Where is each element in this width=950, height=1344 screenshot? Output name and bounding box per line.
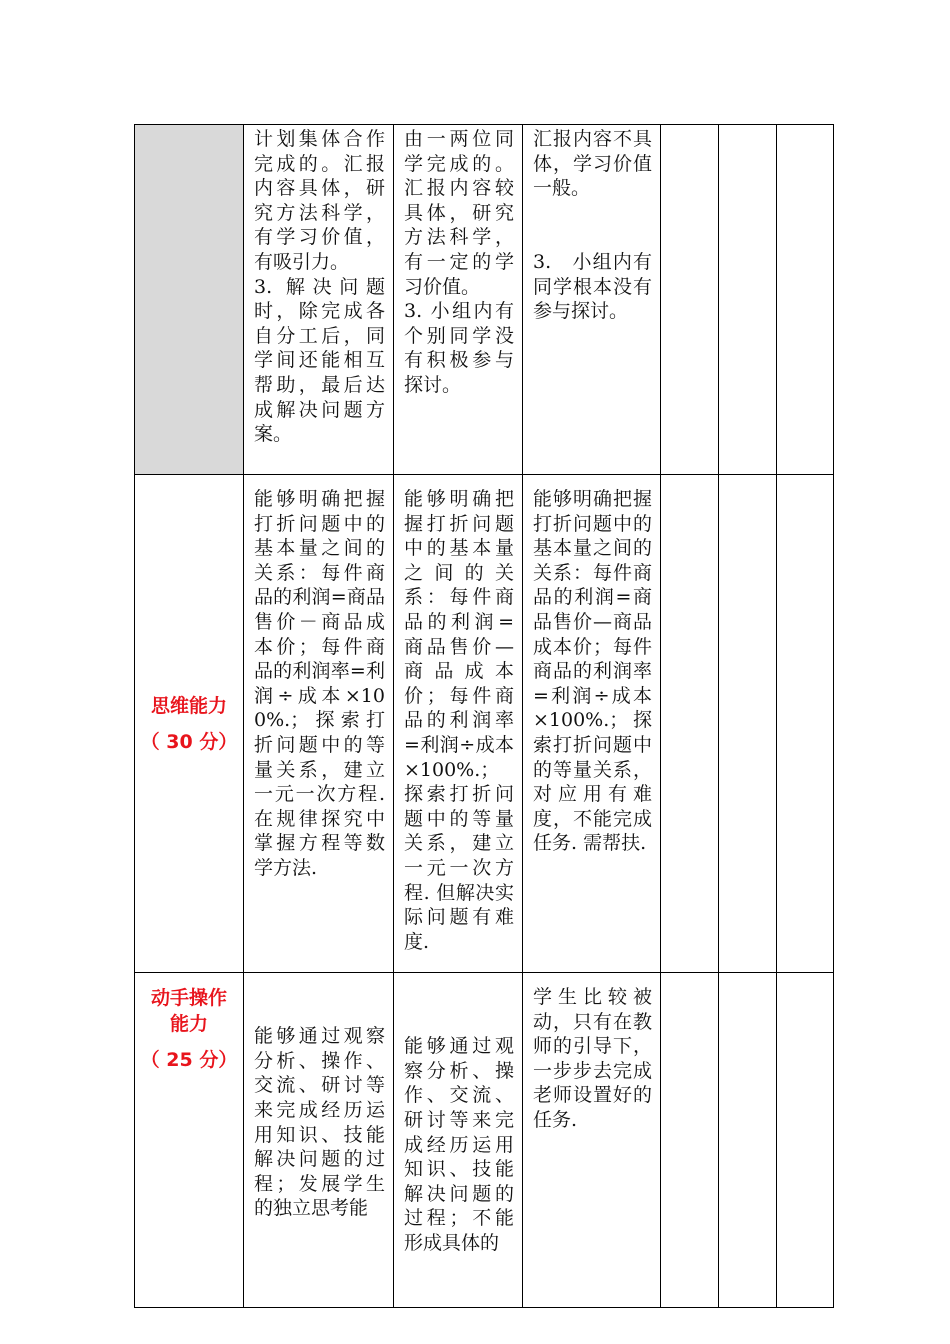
criteria-excellent-text: 能够通过观察分析、操作、交流、研讨等来完成经历运用知识、技能解决问题的过程；发展学生的独立思考能 (254, 1025, 385, 1220)
score-cell-peer (719, 475, 777, 973)
criteria-fair: 学生比较被动，只有在教师的引导下，一步步去完成老师设置好的任务. (523, 973, 661, 1308)
category-score: （ 25 分） (140, 1049, 238, 1071)
criteria-excellent: 计划集体合作完成的。汇报内容具体，研究方法科学，有学习价值，有吸引力。 3. 解决问题时，除完成各自分工后，同学间还能相互帮助，最后达成解决问题方案。 (244, 125, 394, 475)
table-row (135, 973, 834, 1308)
score-cell-self (661, 973, 719, 1308)
category-label: 动手操作能力 (150, 987, 227, 1035)
score-cell-peer (719, 973, 777, 1308)
criteria-good: 由一两位同学完成的。汇报内容较具体，研究方法科学，有一定的学习价值。 3. 小组内有个别同学没有积极参与探讨。 (394, 125, 523, 475)
evaluation-rubric-table (134, 124, 834, 1308)
criteria-fair: 汇报内容不具体，学习价值一般。 3. 小组内有同学根本没有参与探讨。 (523, 125, 661, 475)
table-row (135, 475, 834, 973)
category-cell (135, 973, 244, 1308)
criteria-good-text: 能够通过观察分析、操作、交流、研讨等来完成经历运用知识、技能解决问题的过程；不能形成具体的 (404, 1035, 514, 1254)
category-cell (135, 125, 244, 475)
score-cell-teacher (777, 125, 834, 475)
table-row (135, 125, 834, 475)
criteria-excellent: 能够明确把握打折问题中的基本量之间的关系：每件商品的利润=商品售价－商品成本价；每件商品的利润率=利润÷成本×100%.；探索打折问题中的等量关系，建立一元一次方程. 在规律探究中掌握方程等数学方法. (244, 475, 394, 973)
criteria-good (394, 973, 523, 1308)
score-cell-self (661, 125, 719, 475)
score-cell-teacher (777, 475, 834, 973)
criteria-fair: 能够明确把握打折问题中的基本量之间的关系：每件商品的利润=商品售价—商品成本价；每件商品的利润率=利润÷成本×100%.；探索打折问题中的等量关系，对应用有难度，不能完成任务. 需帮扶. (523, 475, 661, 973)
category-cell (135, 475, 244, 973)
category-label: 思维能力 (150, 694, 227, 717)
criteria-excellent (244, 973, 394, 1308)
score-cell-peer (719, 125, 777, 475)
score-cell-self (661, 475, 719, 973)
criteria-good: 能够明确把握打折问题中的基本量之间的关系：每件商品的利润=商品售价—商品成本价；每件商品的利润率=利润÷成本×100%.；探索打折问题中的等量关系，建立一元一次方程. 但解决实际问题有难度. (394, 475, 523, 973)
category-score: （ 30 分） (140, 730, 238, 753)
score-cell-teacher (777, 973, 834, 1308)
